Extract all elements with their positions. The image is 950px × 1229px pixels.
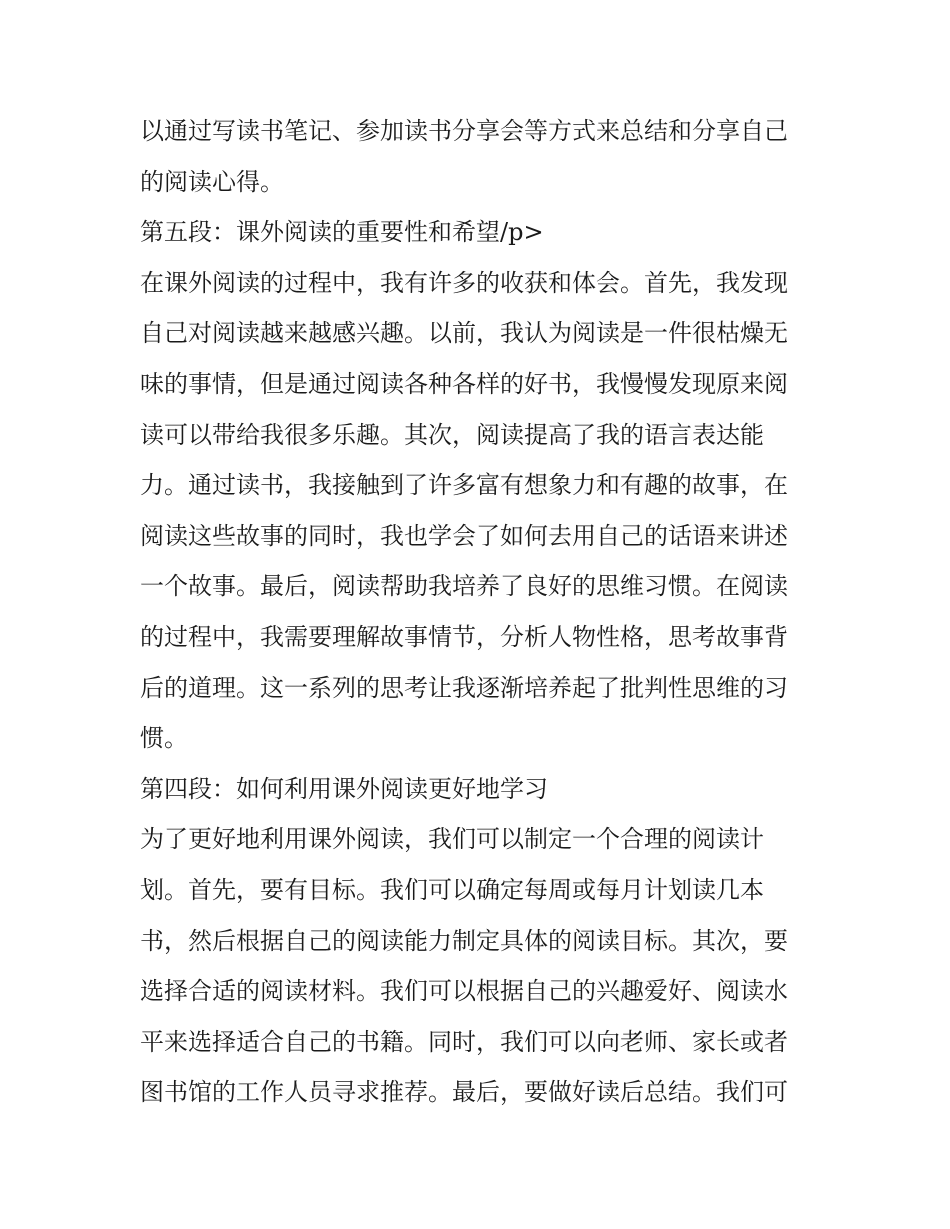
text-line: 力。通过读书，我接触到了许多富有想象力和有趣的故事，在 bbox=[140, 471, 788, 500]
text-line: 书，然后根据自己的阅读能力制定具体的阅读目标。其次，要 bbox=[140, 926, 788, 955]
text-line: 在课外阅读的过程中，我有许多的收获和体会。首先，我发现 bbox=[140, 268, 788, 297]
text-line: 选择合适的阅读材料。我们可以根据自己的兴趣爱好、阅读水 bbox=[140, 977, 788, 1006]
text-line: 一个故事。最后，阅读帮助我培养了良好的思维习惯。在阅读 bbox=[140, 572, 788, 601]
text-line: 为了更好地利用课外阅读，我们可以制定一个合理的阅读计 bbox=[140, 825, 764, 854]
text-line: 图书馆的工作人员寻求推荐。最后，要做好读后总结。我们可 bbox=[140, 1078, 788, 1107]
text-line: 惯。 bbox=[140, 724, 188, 753]
text-line: 味的事情，但是通过阅读各种各样的好书，我慢慢发现原来阅 bbox=[140, 369, 788, 398]
text-line: 自己对阅读越来越感兴趣。以前，我认为阅读是一件很枯燥无 bbox=[140, 319, 788, 348]
text-line: 平来选择适合自己的书籍。同时，我们可以向老师、家长或者 bbox=[140, 1027, 788, 1056]
text-line: 后的道理。这一系列的思考让我逐渐培养起了批判性思维的习 bbox=[140, 673, 788, 702]
text-line: 的过程中，我需要理解故事情节，分析人物性格，思考故事背 bbox=[140, 622, 788, 651]
text-line: 读可以带给我很多乐趣。其次，阅读提高了我的语言表达能 bbox=[140, 420, 764, 449]
section-heading: 第四段：如何利用课外阅读更好地学习 bbox=[140, 774, 548, 803]
text-line: 的阅读心得。 bbox=[140, 167, 284, 196]
body-text bbox=[140, 106, 820, 1118]
text-line: 阅读这些故事的同时，我也学会了如何去用自己的话语来讲述 bbox=[140, 521, 788, 550]
text-line: 划。首先，要有目标。我们可以确定每周或每月计划读几本 bbox=[140, 875, 764, 904]
text-line: 以通过写读书笔记、参加读书分享会等方式来总结和分享自己 bbox=[140, 117, 788, 145]
section-heading: 第五段：课外阅读的重要性和希望/p> bbox=[140, 218, 544, 247]
